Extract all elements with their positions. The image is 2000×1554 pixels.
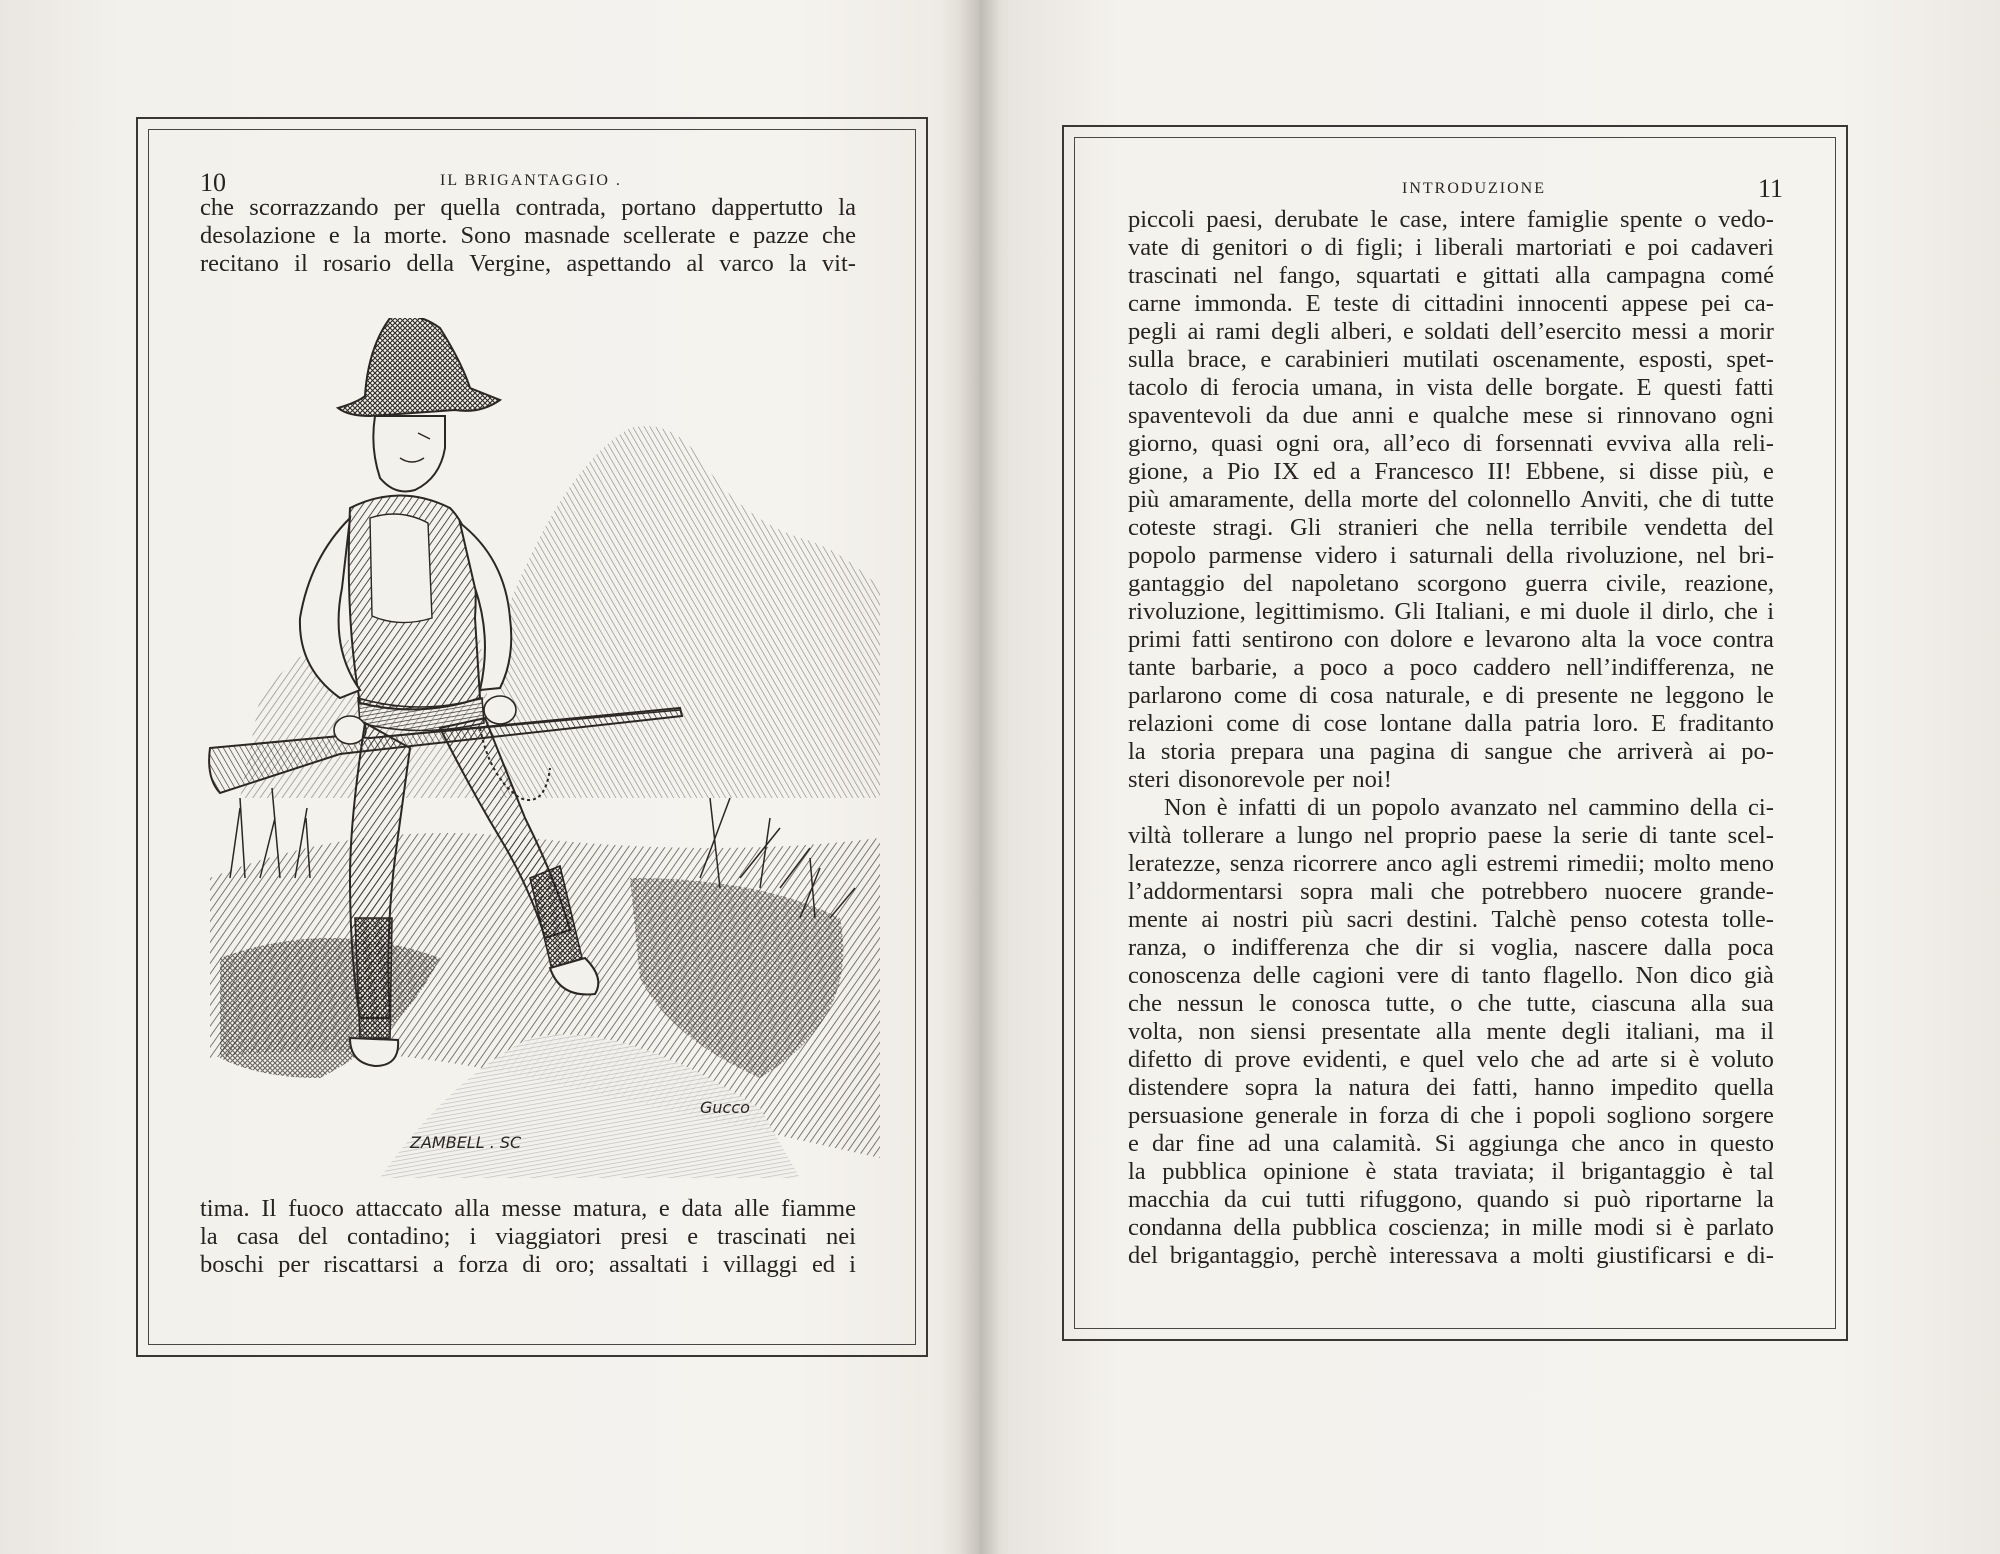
text-line: tacolo di ferocia umana, in vista delle borgate. E questi fatti [1128, 374, 1774, 401]
text-line: recitano il rosario della Vergine, aspettando al varco la vit- [200, 250, 856, 277]
brigand-engraving [200, 318, 880, 1178]
text-line: spaventevoli da due anni e qualche mese si rinnovano ogni [1128, 402, 1774, 429]
book-gutter [960, 0, 1000, 1554]
text-line: Non è infatti di un popolo avanzato nel cammino della ci- [1164, 794, 1774, 821]
text-line: carne immonda. E teste di cittadini innocenti appese pei ca- [1128, 290, 1774, 317]
text-line: volta, non siensi presentate alla mente degli italiani, ma il [1128, 1018, 1774, 1045]
text-line: desolazione e la morte. Sono masnade scellerate e pazze che [200, 222, 856, 249]
text-line: boschi per riscattarsi a forza di oro; assaltati i villaggi ed i [200, 1251, 856, 1278]
text-line: viltà tollerare a lungo nel proprio paese la serie di tante scel- [1128, 822, 1774, 849]
text-line: primi fatti sentirono con dolore e levarono alta la voce contra [1128, 626, 1774, 653]
text-line: ranza, o indifferenza che dir si voglia, nascere dalla poca [1128, 934, 1774, 961]
text-line: giorno, quasi ogni ora, all’eco di forsennati evviva alla reli- [1128, 430, 1774, 457]
text-line: tima. Il fuoco attaccato alla messe matura, e data alle fiamme [200, 1195, 856, 1222]
left-text-top [200, 194, 856, 278]
text-line: la pubblica opinione è stata traviata; il brigantaggio è tal [1128, 1158, 1774, 1185]
text-line: del brigantaggio, perchè interessava a molti giustificarsi e di- [1128, 1242, 1774, 1269]
text-line: relazioni come di cose lontane dalla patria loro. E fraditanto [1128, 710, 1774, 737]
text-line: piccoli paesi, derubate le case, intere famiglie spente o vedo- [1128, 206, 1774, 233]
text-line: che scorrazzando per quella contrada, portano dappertutto la [200, 194, 856, 221]
text-line: parlarono come di cosa naturale, e di presente ne leggono le [1128, 682, 1774, 709]
text-line: gione, a Pio IX ed a Francesco II! Ebbene, si disse più, e [1128, 458, 1774, 485]
text-line: e dar fine ad una calamità. Si aggiunga che anco in questo [1128, 1130, 1774, 1157]
right-page-number: 11 [1758, 174, 1784, 203]
right-running-head: INTRODUZIONE [1402, 180, 1546, 197]
left-running-head: IL BRIGANTAGGIO . [440, 172, 622, 189]
text-line: la casa del contadino; i viaggiatori presi e trascinati nei [200, 1223, 856, 1250]
text-line: coteste stragi. Gli stranieri che nella terribile vendetta del [1128, 514, 1774, 541]
artist-signature: Gucco [700, 1098, 750, 1117]
text-line: l’addormentarsi sopra mali che potrebbero nuocere grande- [1128, 878, 1774, 905]
text-line: distendere sopra la natura dei fatti, hanno impedito quella [1128, 1074, 1774, 1101]
left-page-number: 10 [200, 168, 226, 197]
engraver-signature: ZAMBELL . SC [410, 1133, 522, 1152]
text-line: condanna della pubblica coscienza; in mille modi si è parlato [1128, 1214, 1774, 1241]
text-line: vate di genitori o di figli; i liberali martoriati e poi cadaveri [1128, 234, 1774, 261]
text-line: la storia prepara una pagina di sangue che arriverà ai po- [1128, 738, 1774, 765]
left-text-bottom [200, 1195, 856, 1279]
text-line: pegli ai rami degli alberi, e soldati dell’esercito messi a morir [1128, 318, 1774, 345]
text-line: difetto di prove evidenti, e quel velo che ad arte si è voluto [1128, 1046, 1774, 1073]
text-line: trascinati nel fango, squartati e gittati alla campagna comé [1128, 262, 1774, 289]
text-line: gantaggio del napoletano scorgono guerra civile, reazione, [1128, 570, 1774, 597]
text-line: tante barbarie, a poco a poco caddero nell’indifferenza, ne [1128, 654, 1774, 681]
text-line: popolo parmense videro i saturnali della rivoluzione, nel bri- [1128, 542, 1774, 569]
text-line: sulla brace, e carabinieri mutilati oscenamente, esposti, spet- [1128, 346, 1774, 373]
text-line: mente ai nostri più sacri destini. Talchè penso cotesta tolle- [1128, 906, 1774, 933]
text-line: più amaramente, della morte del colonnello Anviti, che di tutte [1128, 486, 1774, 513]
text-line: steri disonorevole per noi! [1128, 766, 1392, 793]
text-line: conoscenza delle cagioni vere di tanto flagello. Non dico già [1128, 962, 1774, 989]
text-line: rivoluzione, legittimismo. Gli Italiani, e mi duole il dirlo, che i [1128, 598, 1774, 625]
text-line: persuasione generale in forza di che i popoli sogliono sorgere [1128, 1102, 1774, 1129]
text-line: che nessun le conosca tutte, o che tutte, ciascuna alla sua [1128, 990, 1774, 1017]
text-line: leratezze, senza ricorrere anco agli estremi rimedii; molto meno [1128, 850, 1774, 877]
right-text-block [1128, 206, 1774, 1270]
text-line: macchia da cui tutti rifuggono, quando si può riportarne la [1128, 1186, 1774, 1213]
